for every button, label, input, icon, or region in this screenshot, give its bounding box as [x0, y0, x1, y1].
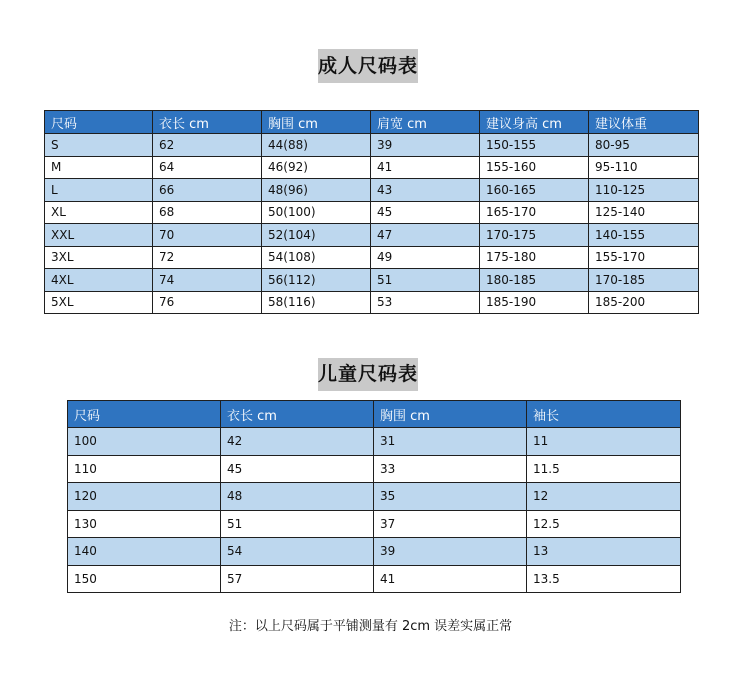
table-cell: 175-180	[480, 246, 589, 269]
table-row	[68, 510, 681, 538]
kids-size-table	[67, 400, 681, 593]
table-cell: 57	[221, 565, 374, 593]
kids-size-chart-title: 儿童尺码表	[318, 358, 418, 391]
table-cell: XL	[45, 201, 153, 224]
table-cell: 68	[153, 201, 262, 224]
table-row	[68, 483, 681, 511]
table-cell: 140-155	[589, 224, 699, 247]
table-row	[45, 201, 699, 224]
table-cell: 180-185	[480, 269, 589, 292]
table-cell: 43	[371, 179, 480, 202]
table-cell: 5XL	[45, 291, 153, 314]
table-cell: 39	[371, 134, 480, 157]
table-cell: 125-140	[589, 201, 699, 224]
table-cell: 185-190	[480, 291, 589, 314]
table-row	[68, 428, 681, 456]
table-cell: 48(96)	[262, 179, 371, 202]
table-cell: 155-160	[480, 156, 589, 179]
table-cell: L	[45, 179, 153, 202]
table-cell: 160-165	[480, 179, 589, 202]
table-header-row	[45, 111, 699, 134]
adult-size-table	[44, 110, 699, 314]
table-cell: 11.5	[527, 455, 681, 483]
table-cell: 54	[221, 538, 374, 566]
table-cell: 80-95	[589, 134, 699, 157]
table-cell: M	[45, 156, 153, 179]
table-row	[45, 224, 699, 247]
table-cell: 51	[371, 269, 480, 292]
table-row	[45, 269, 699, 292]
table-row	[68, 455, 681, 483]
table-cell: 110-125	[589, 179, 699, 202]
table-cell: S	[45, 134, 153, 157]
table-cell: 33	[374, 455, 527, 483]
table-cell: 35	[374, 483, 527, 511]
table-cell: 45	[221, 455, 374, 483]
column-header: 衣长 cm	[153, 111, 262, 134]
table-cell: 54(108)	[262, 246, 371, 269]
table-cell: 44(88)	[262, 134, 371, 157]
table-cell: 45	[371, 201, 480, 224]
table-cell: 165-170	[480, 201, 589, 224]
column-header: 衣长 cm	[221, 401, 374, 428]
table-cell: 52(104)	[262, 224, 371, 247]
table-cell: 140	[68, 538, 221, 566]
table-cell: 46(92)	[262, 156, 371, 179]
table-row	[45, 246, 699, 269]
table-cell: 150	[68, 565, 221, 593]
table-cell: 3XL	[45, 246, 153, 269]
table-cell: 13	[527, 538, 681, 566]
table-row	[45, 156, 699, 179]
table-cell: 47	[371, 224, 480, 247]
table-cell: 72	[153, 246, 262, 269]
table-cell: 95-110	[589, 156, 699, 179]
table-cell: 31	[374, 428, 527, 456]
column-header: 胸围 cm	[374, 401, 527, 428]
table-cell: 49	[371, 246, 480, 269]
table-cell: 62	[153, 134, 262, 157]
table-cell: 53	[371, 291, 480, 314]
table-row	[68, 565, 681, 593]
table-cell: 41	[374, 565, 527, 593]
table-cell: 58(116)	[262, 291, 371, 314]
table-cell: 12.5	[527, 510, 681, 538]
table-cell: 150-155	[480, 134, 589, 157]
table-cell: 51	[221, 510, 374, 538]
table-cell: 74	[153, 269, 262, 292]
table-cell: 185-200	[589, 291, 699, 314]
table-header-row	[68, 401, 681, 428]
table-cell: 66	[153, 179, 262, 202]
adult-size-chart-title: 成人尺码表	[318, 49, 418, 83]
table-cell: 11	[527, 428, 681, 456]
table-cell: 12	[527, 483, 681, 511]
table-cell: 110	[68, 455, 221, 483]
table-cell: 42	[221, 428, 374, 456]
table-cell: 100	[68, 428, 221, 456]
table-cell: 39	[374, 538, 527, 566]
measurement-note: 注：以上尺码属于平铺测量有 2cm 误差实属正常	[228, 619, 513, 634]
table-cell: 170-185	[589, 269, 699, 292]
table-cell: 170-175	[480, 224, 589, 247]
table-row	[45, 179, 699, 202]
column-header: 建议身高 cm	[480, 111, 589, 134]
table-cell: 130	[68, 510, 221, 538]
column-header: 袖长	[527, 401, 681, 428]
table-cell: 76	[153, 291, 262, 314]
table-cell: 37	[374, 510, 527, 538]
column-header: 建议体重	[589, 111, 699, 134]
table-cell: 56(112)	[262, 269, 371, 292]
table-cell: 41	[371, 156, 480, 179]
table-cell: 48	[221, 483, 374, 511]
table-cell: 4XL	[45, 269, 153, 292]
column-header: 尺码	[45, 111, 153, 134]
column-header: 尺码	[68, 401, 221, 428]
table-cell: 155-170	[589, 246, 699, 269]
column-header: 胸围 cm	[262, 111, 371, 134]
column-header: 肩宽 cm	[371, 111, 480, 134]
table-cell: 120	[68, 483, 221, 511]
table-cell: 70	[153, 224, 262, 247]
table-cell: XXL	[45, 224, 153, 247]
table-cell: 64	[153, 156, 262, 179]
table-row	[45, 134, 699, 157]
table-cell: 50(100)	[262, 201, 371, 224]
table-row	[68, 538, 681, 566]
table-cell: 13.5	[527, 565, 681, 593]
table-row	[45, 291, 699, 314]
